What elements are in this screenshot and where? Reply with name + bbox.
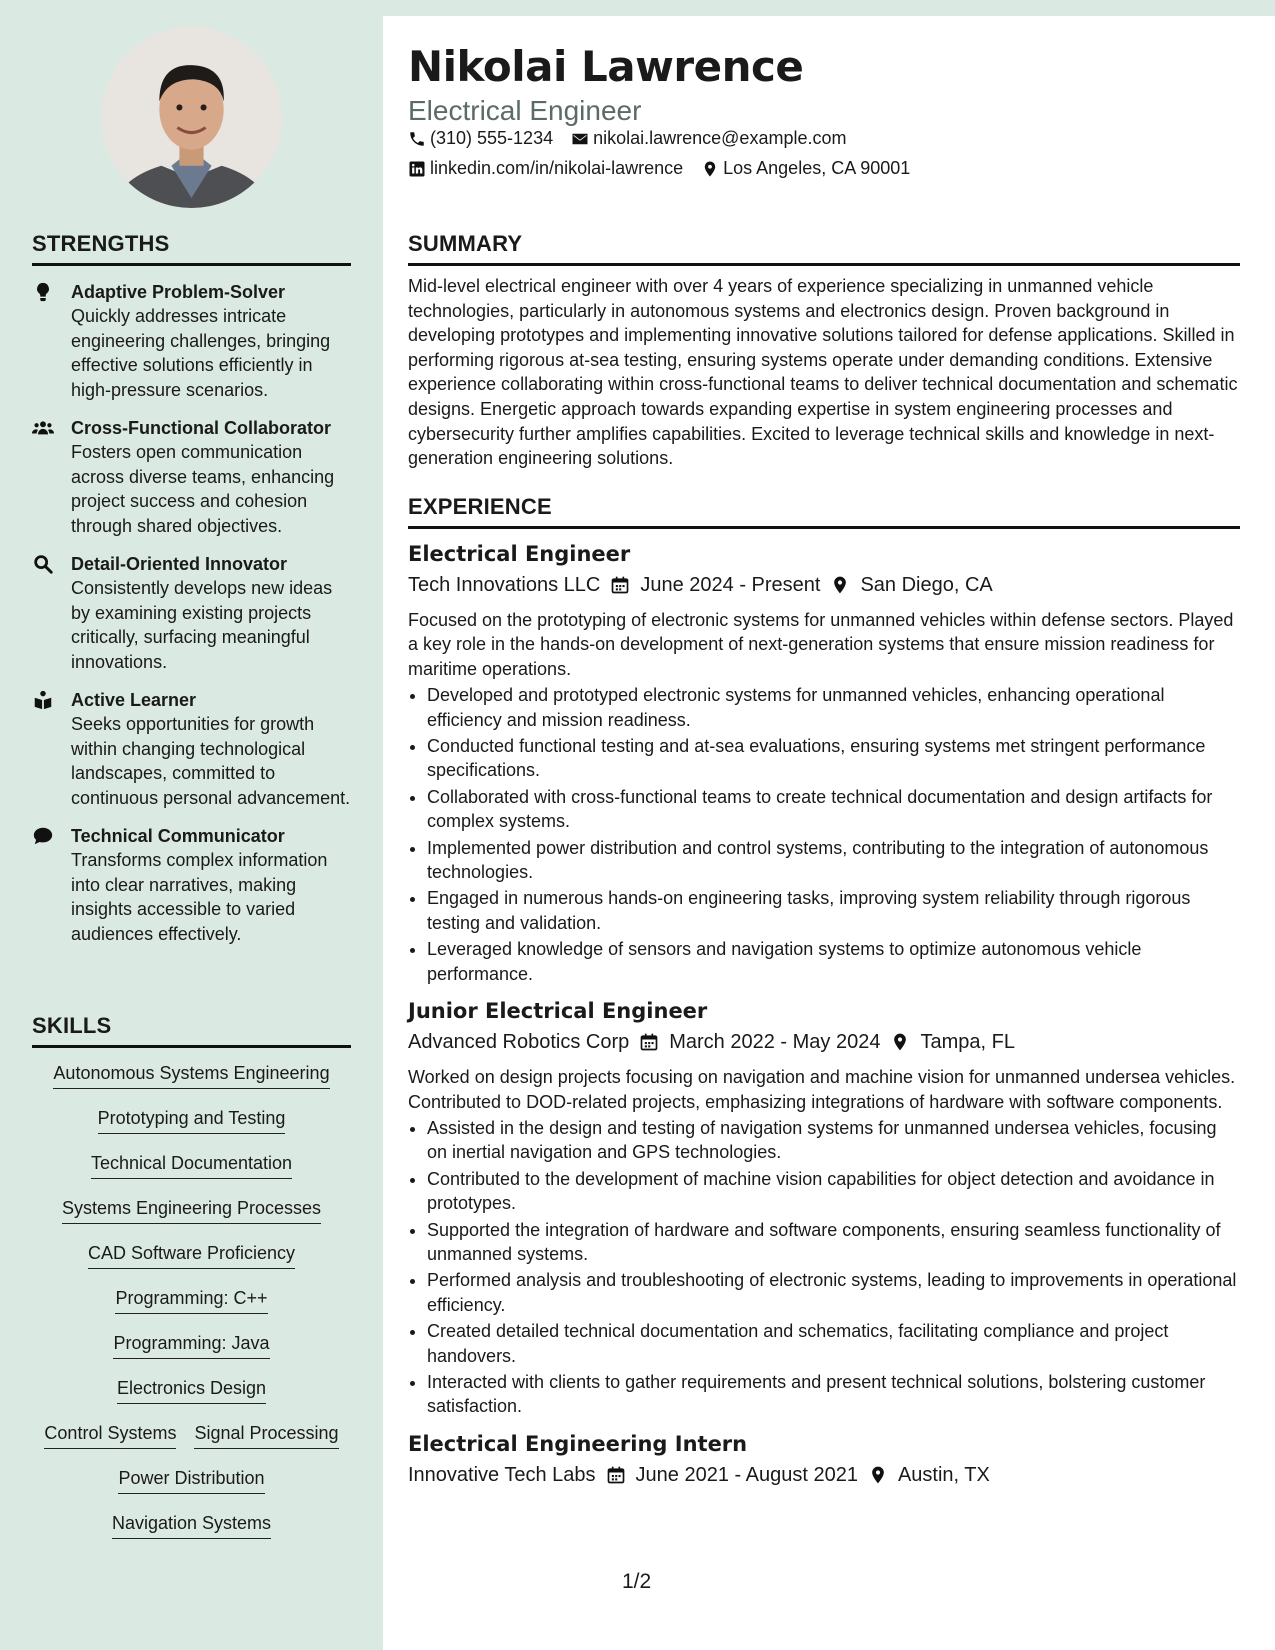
skill-tag: Systems Engineering Processes <box>62 1197 321 1224</box>
job-bullet: • Implemented power distribution and control systems, contributing to the integration of autonomous technologies. <box>427 836 1240 885</box>
phone-icon <box>408 130 426 148</box>
skill-tag: Power Distribution <box>118 1467 264 1494</box>
email-text: nikolai.lawrence@example.com <box>593 128 847 148</box>
job-title: Electrical Engineer <box>408 542 631 566</box>
skill-tag: Navigation Systems <box>112 1512 271 1539</box>
job-company: Advanced Robotics Corp <box>408 1031 630 1054</box>
map-marker-icon <box>830 575 850 595</box>
job-meta <box>408 1460 1240 1490</box>
email-contact[interactable] <box>571 128 846 149</box>
job-bullet: • Leveraged knowledge of sensors and navigation systems to optimize autonomous vehicle performance. <box>427 937 1240 986</box>
skills-heading: SKILLS <box>32 1013 351 1048</box>
job-dates: June 2024 - Present <box>640 574 821 596</box>
job-title: Junior Electrical Engineer <box>408 999 708 1024</box>
strength-desc: Transforms complex information into clear narratives, making insights accessible to varied audiences effectively. <box>71 850 328 944</box>
skill-tag: CAD Software Proficiency <box>88 1242 295 1269</box>
strength-title: Technical Communicator <box>71 826 285 846</box>
candidate-role: Electrical Engineer <box>408 95 642 126</box>
strength-item <box>32 688 351 810</box>
strength-title: Active Learner <box>71 690 197 710</box>
job-entry <box>408 1429 1240 1490</box>
candidate-name: Nikolai Lawrence <box>408 42 804 91</box>
summary-heading: SUMMARY <box>408 231 1240 266</box>
calendar-icon <box>610 575 630 595</box>
job-location: Austin, TX <box>897 1463 990 1486</box>
linkedin-text: linkedin.com/in/nikolai-lawrence <box>430 158 684 178</box>
skill-tag: Electronics Design <box>117 1377 266 1404</box>
job-entry <box>408 539 1240 986</box>
skills-list <box>32 1062 351 1557</box>
users-icon <box>32 417 54 439</box>
skill-tag: Autonomous Systems Engineering <box>53 1062 329 1089</box>
job-bullet: • Assisted in the design and testing of navigation systems for unmanned undersea vehicles, focusing on inertial navigation and GPS technologies. <box>427 1116 1240 1165</box>
strengths-list <box>32 280 351 946</box>
strength-item <box>32 824 351 946</box>
map-marker-icon <box>868 1465 888 1485</box>
job-company: Innovative Tech Labs <box>408 1463 596 1486</box>
job-bullet: • Engaged in numerous hands-on engineering tasks, improving system reliability through rigorous testing and validation. <box>427 886 1240 935</box>
strength-item <box>32 280 351 402</box>
job-dates: March 2022 - May 2024 <box>669 1031 881 1054</box>
job-meta <box>408 570 1240 600</box>
phone-contact[interactable] <box>408 128 553 149</box>
job-bullet: • Interacted with clients to gather requirements and present technical solutions, bolstering customer satisfaction. <box>427 1370 1240 1419</box>
job-bullet: • Developed and prototyped electronic systems for unmanned vehicles, enhancing operational efficiency and mission readiness. <box>427 683 1240 732</box>
job-bullets <box>408 1116 1240 1419</box>
search-icon <box>32 553 54 575</box>
skill-tag: Programming: Java <box>113 1332 269 1359</box>
skill-tag: Prototyping and Testing <box>98 1107 286 1134</box>
job-bullet: • Collaborated with cross-functional teams to create technical documentation and design artifacts for complex systems. <box>427 785 1240 834</box>
strength-title: Adaptive Problem-Solver <box>71 282 286 302</box>
contact-row-1 <box>408 128 846 149</box>
calendar-icon <box>606 1465 626 1485</box>
strength-desc: Consistently develops new ideas by examining existing projects critically, surfacing meaningful innovations. <box>71 578 333 672</box>
top-strip <box>383 0 1275 16</box>
summary-section <box>408 231 1240 471</box>
contact-row-2 <box>408 158 910 179</box>
job-bullet: • Created detailed technical documentation and schematics, facilitating compliance and project handovers. <box>427 1319 1240 1368</box>
map-marker-icon <box>890 1032 910 1052</box>
job-title: Electrical Engineering Intern <box>408 1431 748 1456</box>
linkedin-contact[interactable] <box>408 158 683 179</box>
job-bullet: • Supported the integration of hardware and software components, ensuring seamless functionality of unmanned systems. <box>427 1218 1240 1267</box>
job-dates: June 2021 - August 2021 <box>635 1463 858 1486</box>
job-location: San Diego, CA <box>860 574 993 596</box>
job-bullet: • Performed analysis and troubleshooting of electronic systems, leading to improvements in operational efficiency. <box>427 1268 1240 1317</box>
summary-text: Mid-level electrical engineer with over 4 years of experience specializing in unmanned vehicle technologies, particularly in autonomous systems and electronics design. Proven background in developing prototypes and implementing innovative solutions tailored for defense applications. Skilled in performing rigorous at-sea testing, ensuring systems operate under demanding conditions. Extensive experience collaborating within cross-functional teams to deliver technical documentation and schematic designs. Energetic approach towards expanding expertise in system engineering processes and cybersecurity further amplifies capabilities. Excited to leverage technical skills and knowledge in next-generation engineering solutions. <box>408 276 1238 469</box>
job-bullet: • Contributed to the development of machine vision capabilities for object detection and avoidance in prototypes. <box>427 1167 1240 1216</box>
lightbulb-icon <box>32 281 54 303</box>
profile-photo <box>101 27 282 208</box>
location-text: Los Angeles, CA 90001 <box>723 158 911 178</box>
experience-section <box>408 494 1240 1490</box>
book-reader-icon <box>32 689 54 711</box>
strength-item <box>32 552 351 674</box>
job-description: Focused on the prototyping of electronic systems for unmanned vehicles within defense sectors. Played a key role in the hands-on development of next-generation systems that ensure mission readiness for maritime operations. <box>408 610 1234 679</box>
strengths-section <box>32 231 351 960</box>
experience-heading: EXPERIENCE <box>408 494 1240 529</box>
strength-title: Cross-Functional Collaborator <box>71 418 332 438</box>
map-marker-icon <box>701 160 719 178</box>
strengths-heading: STRENGTHS <box>32 231 351 266</box>
comment-icon <box>32 825 54 847</box>
phone-text: (310) 555-1234 <box>430 128 554 148</box>
job-bullet: • Conducted functional testing and at-sea evaluations, ensuring systems met stringent performance specifications. <box>427 734 1240 783</box>
job-description: Worked on design projects focusing on navigation and machine vision for unmanned undersea vehicles. Contributed to DOD-related projects, emphasizing integrations of hardware with software components. <box>408 1067 1236 1112</box>
linkedin-icon <box>408 160 426 178</box>
page-number: 1/2 <box>622 1570 652 1593</box>
skill-tag: Control Systems <box>44 1422 176 1449</box>
strength-desc: Quickly addresses intricate engineering challenges, bringing effective solutions efficiently in high-pressure scenarios. <box>71 306 331 400</box>
calendar-icon <box>639 1032 659 1052</box>
strength-title: Detail-Oriented Innovator <box>71 554 288 574</box>
job-location: Tampa, FL <box>920 1031 1015 1054</box>
strength-desc: Fosters open communication across diverse teams, enhancing project success and cohesion through shared objectives. <box>71 442 335 536</box>
skill-tag: Programming: C++ <box>115 1287 267 1314</box>
strength-desc: Seeks opportunities for growth within changing technological landscapes, committed to continuous personal advancement. <box>71 714 351 808</box>
skill-tag: Signal Processing <box>194 1422 338 1449</box>
envelope-icon <box>571 130 589 148</box>
strength-item <box>32 416 351 538</box>
job-company: Tech Innovations LLC <box>408 574 601 596</box>
skills-section <box>32 1013 351 1557</box>
job-bullets <box>408 683 1240 986</box>
location-contact <box>701 158 910 179</box>
skill-tag: Technical Documentation <box>91 1152 292 1179</box>
job-entry <box>408 996 1240 1419</box>
job-meta <box>408 1027 1240 1057</box>
